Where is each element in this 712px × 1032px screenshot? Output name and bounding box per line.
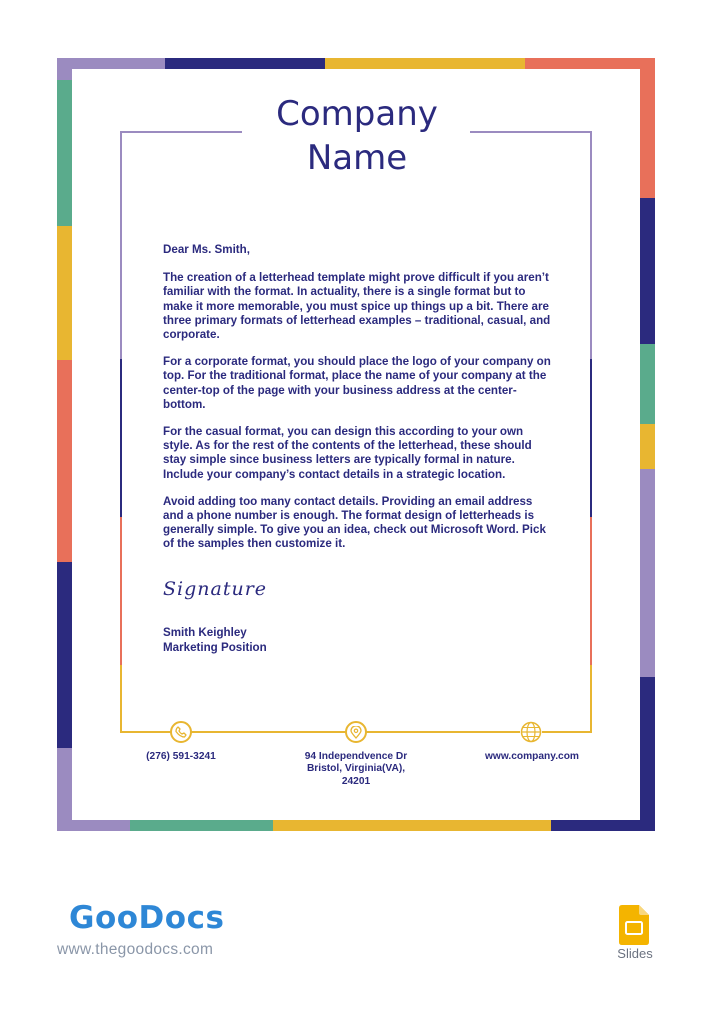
address-line-2: Bristol, Virginia(VA), [306, 763, 406, 775]
location-pin-icon [345, 721, 367, 743]
globe-icon [520, 721, 542, 743]
frame-left-coral [120, 517, 122, 665]
letter-paragraph: For the casual format, you can design this according to your own style. As for the rest of the contents of the letterhead, these should stay simple since business letters are typically formal in nature. Include your company’s contact details in a strategic location. [163, 425, 532, 481]
frame-right-lavender [590, 131, 592, 359]
border-bottom-teal [130, 820, 273, 831]
border-right-coral [640, 58, 655, 198]
contact-phone: (276) 591-3241 [146, 751, 216, 762]
contact-website: www.company.com [485, 751, 579, 762]
frame-right-coral [590, 517, 592, 665]
border-left-lavender-2 [57, 748, 72, 831]
frame-right-navy [590, 359, 592, 517]
contact-address [290, 751, 422, 788]
letter-paragraph: The creation of a letterhead template might prove difficult if you aren’t familiar with the format. In actuality, there is a single format but to make it more memorable, you must spice up things up a bit. There are three primary formats of letterhead examples – traditional, casual, and corporate. [163, 271, 551, 342]
signer-name: Smith Keighley [163, 626, 247, 639]
border-left-teal [57, 80, 72, 226]
signer-position: Marketing Position [163, 641, 267, 654]
frame-top-left-line [120, 131, 242, 133]
border-left-coral [57, 360, 72, 562]
frame-left-gold [120, 665, 122, 733]
border-top-navy [165, 58, 325, 69]
border-right-teal [640, 344, 655, 424]
letter-paragraph: Avoid adding too many contact details. Providing an email address and a phone number is enough. The format design of letterheads is generally simple. To give you an idea, check out Microsoft Word. Pick of the samples then customize it. [163, 494, 546, 551]
letter-greeting: Dear Ms. Smith, [163, 243, 250, 256]
company-name-title [247, 92, 467, 180]
border-top-gold [325, 58, 525, 69]
slides-label: Slides [617, 946, 653, 961]
border-bottom-lavender [57, 820, 130, 831]
border-bottom-gold [273, 820, 551, 831]
border-bottom-navy [551, 820, 655, 831]
goodocs-logo: GooDocs [69, 900, 225, 936]
border-right-navy-2 [640, 677, 655, 831]
border-right-navy [640, 198, 655, 344]
address-line-3: 24201 [341, 775, 371, 787]
frame-right-gold [590, 665, 592, 733]
border-left-navy [57, 562, 72, 748]
border-top-lavender [57, 58, 165, 69]
title-line-2: Name [306, 138, 408, 178]
letter-body [163, 243, 555, 565]
letter-paragraph: For a corporate format, you should place the logo of your company on top. For the traditional format, place the name of your company at the center-top of the page with your business address at the center-bottom. [163, 355, 551, 411]
google-slides-icon [619, 905, 649, 945]
frame-left-navy [120, 359, 122, 517]
title-line-1: Company [276, 94, 438, 134]
border-right-lavender [640, 469, 655, 677]
border-top-coral [525, 58, 655, 69]
signer-block [163, 625, 267, 655]
border-left-lavender [57, 58, 72, 80]
frame-top-right-line [470, 131, 592, 133]
border-left-gold [57, 226, 72, 360]
border-right-gold [640, 424, 655, 469]
frame-left-lavender [120, 131, 122, 359]
signature: Signature [163, 578, 268, 600]
goodocs-url: www.thegoodocs.com [57, 941, 214, 958]
phone-icon [170, 721, 192, 743]
address-line-1: 94 Independvence Dr [304, 751, 408, 762]
